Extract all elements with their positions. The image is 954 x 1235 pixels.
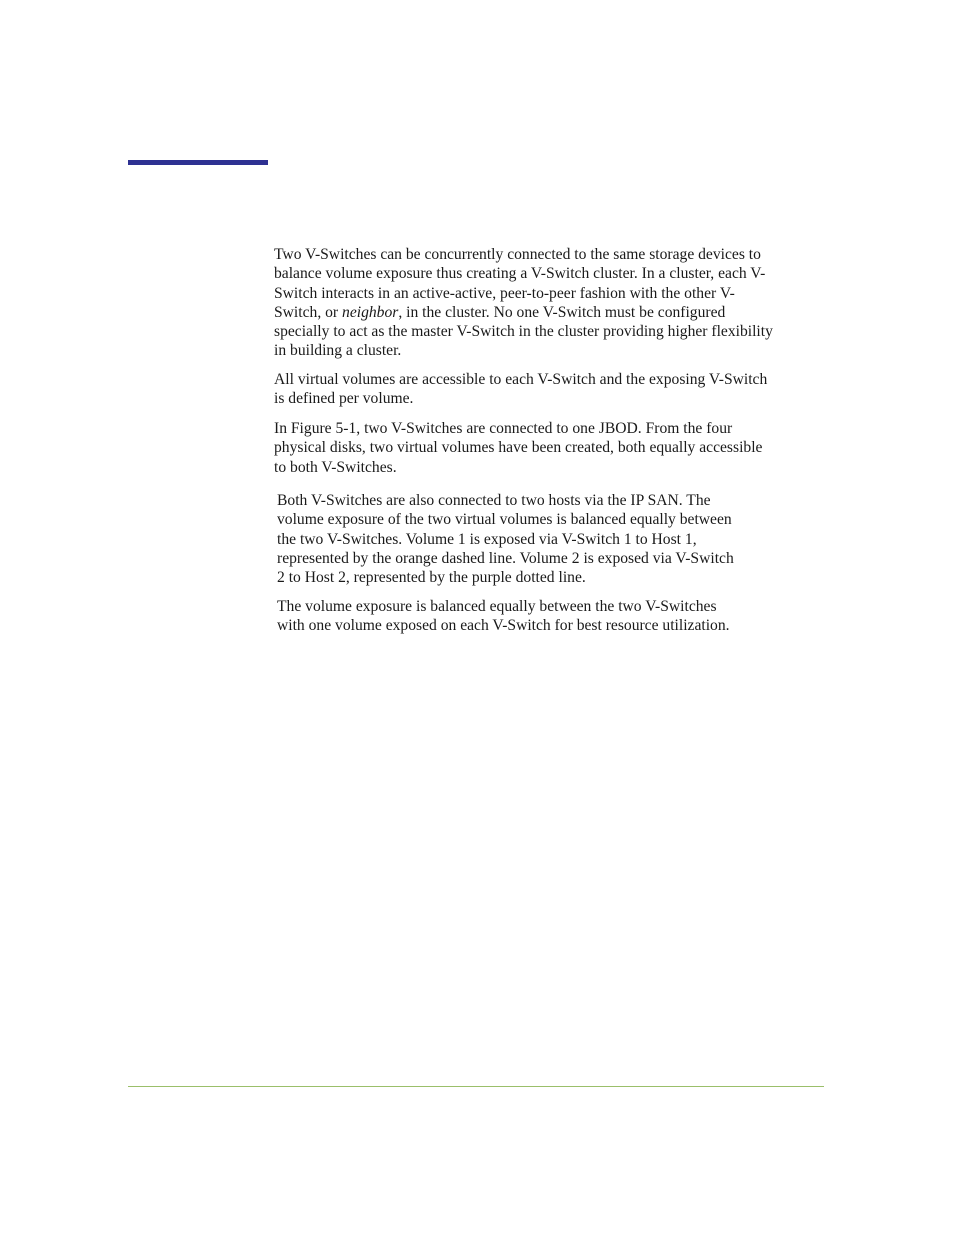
- footer-rule: [128, 1086, 824, 1087]
- text-line: Two V-Switches can be concurrently connected to the same storage devices to: [274, 246, 761, 263]
- emphasis-neighbor: neighbor: [342, 303, 399, 321]
- text-line: All virtual volumes are accessible to each V-Switch and the exposing V-Switch: [274, 371, 768, 388]
- paragraph-hosts-exposure: [277, 491, 734, 587]
- paragraph-cluster-intro: [274, 245, 773, 361]
- text-line: volume exposure of the two virtual volumes is balanced equally between: [277, 511, 732, 529]
- text-line: with one volume exposed on each V-Switch for best resource utilization.: [277, 617, 730, 635]
- header-rule: [128, 160, 268, 165]
- text-line: Switch interacts in an active-active, peer-to-peer fashion with the other V-: [274, 284, 735, 302]
- text-run: Switch, or: [274, 303, 343, 321]
- text-line: in building a cluster.: [274, 342, 402, 360]
- text-line: The volume exposure is balanced equally between the two V-Switches: [277, 598, 717, 615]
- paragraph-balanced-utilization: [277, 597, 730, 636]
- text-line: specially to act as the master V-Switch in the cluster providing higher flexibility: [274, 323, 773, 341]
- text-line: Both V-Switches are also connected to two hosts via the IP SAN. The: [277, 492, 711, 509]
- text-line: 2 to Host 2, represented by the purple dotted line.: [277, 569, 586, 587]
- text-line: In Figure 5-1, two V-Switches are connected to one JBOD. From the four: [274, 420, 733, 437]
- paragraph-virtual-volumes: [274, 370, 767, 409]
- text-line: [274, 303, 773, 322]
- text-line: the two V-Switches. Volume 1 is exposed via V-Switch 1 to Host 1,: [277, 530, 697, 548]
- text-line: represented by the orange dashed line. Volume 2 is exposed via V-Switch: [277, 549, 734, 567]
- paragraph-figure-reference: [274, 419, 762, 477]
- text-run: , in the cluster. No one V-Switch must be configured: [398, 303, 726, 321]
- text-line: balance volume exposure thus creating a V-Switch cluster. In a cluster, each V-: [274, 265, 766, 283]
- text-line: is defined per volume.: [274, 390, 414, 408]
- text-line: physical disks, two virtual volumes have been created, both equally accessible: [274, 439, 763, 457]
- text-line: to both V-Switches.: [274, 458, 397, 476]
